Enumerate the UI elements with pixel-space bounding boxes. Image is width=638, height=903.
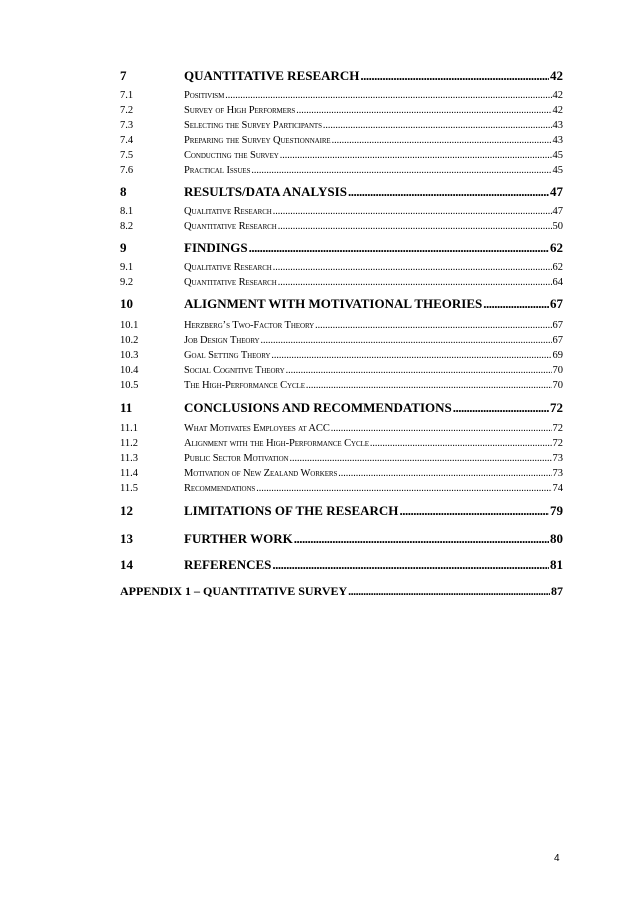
toc-page: 73 <box>552 468 563 479</box>
toc-leader <box>273 206 552 217</box>
toc-number: 11.2 <box>120 438 138 449</box>
toc-number: 11 <box>120 400 133 415</box>
toc-title: Herzberg’s Two-Factor Theory <box>184 320 315 331</box>
toc-section[interactable] <box>120 365 563 378</box>
toc-page: 70 <box>552 365 563 376</box>
toc-chapter[interactable] <box>120 240 563 256</box>
toc-title: Motivation of New Zealand Workers <box>184 468 338 479</box>
toc-section[interactable] <box>120 380 563 393</box>
toc-number: 10 <box>120 296 133 311</box>
toc-leader <box>453 400 549 416</box>
toc-title: Qualitative Research <box>184 206 272 217</box>
toc-leader <box>251 165 551 176</box>
toc-leader <box>370 438 552 449</box>
toc-title: APPENDIX 1 – QUANTITATIVE SURVEY <box>120 584 348 598</box>
toc-page: 81 <box>550 557 563 572</box>
toc-leader <box>261 335 552 346</box>
toc-section[interactable] <box>120 120 563 133</box>
toc-appendix[interactable] <box>120 584 563 600</box>
toc-number: 11.5 <box>120 483 138 494</box>
toc-leader <box>323 120 552 131</box>
toc-title: FURTHER WORK <box>184 531 293 546</box>
toc-leader <box>360 68 549 84</box>
toc-section[interactable] <box>120 277 563 290</box>
toc-title: The High-Performance Cycle <box>184 380 305 391</box>
toc-number: 14 <box>120 557 133 572</box>
toc-section[interactable] <box>120 350 563 363</box>
toc-page: 50 <box>552 221 563 232</box>
toc-page: 62 <box>552 262 563 273</box>
toc-title: Quantitative Research <box>184 221 277 232</box>
toc-page: 43 <box>552 135 563 146</box>
toc-leader <box>306 380 552 391</box>
toc-number: 7.6 <box>120 165 134 176</box>
toc-page: 70 <box>552 380 563 391</box>
toc-page: 69 <box>552 350 563 361</box>
toc-page: 80 <box>550 531 563 546</box>
toc-number: 11.3 <box>120 453 138 464</box>
toc-leader <box>278 277 552 288</box>
toc-chapter[interactable] <box>120 531 563 547</box>
toc-number: 9 <box>120 240 127 255</box>
toc-page: 42 <box>552 105 563 116</box>
toc-number: 10.2 <box>120 335 139 346</box>
toc-leader <box>290 453 552 464</box>
toc-section[interactable] <box>120 438 563 451</box>
toc-leader <box>296 105 551 116</box>
toc-page: 67 <box>552 335 563 346</box>
toc-leader <box>315 320 551 331</box>
toc-page: 74 <box>552 483 563 494</box>
toc-page: 72 <box>552 423 563 434</box>
toc-number: 10.4 <box>120 365 139 376</box>
toc-leader <box>272 557 549 573</box>
toc-title: Selecting the Survey Participants <box>184 120 322 131</box>
toc-title: Alignment with the High-Performance Cycle <box>184 438 369 449</box>
toc-page: 64 <box>552 277 563 288</box>
toc-title: Public Sector Motivation <box>184 453 289 464</box>
toc-leader <box>483 296 549 312</box>
toc-section[interactable] <box>120 262 563 275</box>
toc-section[interactable] <box>120 453 563 466</box>
toc-number: 8.1 <box>120 206 134 217</box>
toc-section[interactable] <box>120 483 563 496</box>
toc-page: 67 <box>550 296 563 311</box>
toc-page: 45 <box>552 165 563 176</box>
toc-number: 10.1 <box>120 320 139 331</box>
toc-section[interactable] <box>120 335 563 348</box>
toc-leader <box>278 221 552 232</box>
toc-chapter[interactable] <box>120 400 563 416</box>
toc-leader <box>256 483 551 494</box>
toc-page: 87 <box>551 584 563 598</box>
toc-page: 42 <box>552 90 563 101</box>
toc-title: RESULTS/DATA ANALYSIS <box>184 184 347 199</box>
toc-number: 13 <box>120 531 133 546</box>
toc-number: 8.2 <box>120 221 134 232</box>
toc-title: Conducting the Survey <box>184 150 279 161</box>
toc-title: What Motivates Employees at ACC <box>184 423 330 434</box>
toc-chapter[interactable] <box>120 296 563 312</box>
toc-number: 10.5 <box>120 380 139 391</box>
toc-page: 79 <box>550 503 563 518</box>
toc-leader <box>273 262 552 273</box>
toc-title: Recommendations <box>184 483 256 494</box>
toc-section[interactable] <box>120 135 563 148</box>
toc-section[interactable] <box>120 468 563 481</box>
toc-page: 47 <box>550 184 563 199</box>
toc-leader <box>294 531 549 547</box>
toc-number: 9.2 <box>120 277 134 288</box>
toc-number: 7.1 <box>120 90 134 101</box>
toc-number: 7.5 <box>120 150 134 161</box>
toc-leader <box>332 135 552 146</box>
toc-title: Social Cognitive Theory <box>184 365 285 376</box>
toc-number: 7 <box>120 68 127 83</box>
toc-page: 42 <box>550 68 563 83</box>
toc-leader <box>225 90 551 101</box>
toc-section[interactable] <box>120 150 563 163</box>
toc-section[interactable] <box>120 165 563 178</box>
toc-page: 62 <box>550 240 563 255</box>
toc-leader <box>338 468 551 479</box>
toc-title: LIMITATIONS OF THE RESEARCH <box>184 503 399 518</box>
toc-number: 7.2 <box>120 105 134 116</box>
toc-number: 9.1 <box>120 262 134 273</box>
toc-number: 7.4 <box>120 135 134 146</box>
toc-leader <box>399 503 549 519</box>
toc-leader <box>331 423 552 434</box>
page-number: 4 <box>554 853 560 864</box>
toc-leader <box>280 150 552 161</box>
toc-title: Practical Issues <box>184 165 251 176</box>
toc-section[interactable] <box>120 320 563 333</box>
toc-title: CONCLUSIONS AND RECOMMENDATIONS <box>184 400 452 415</box>
toc-title: QUANTITATIVE RESEARCH <box>184 68 360 83</box>
toc-leader <box>348 584 550 599</box>
toc-chapter[interactable] <box>120 68 563 84</box>
toc-chapter[interactable] <box>120 557 563 573</box>
toc-section[interactable] <box>120 90 563 103</box>
toc-title: Job Design Theory <box>184 335 260 346</box>
toc-number: 10.3 <box>120 350 139 361</box>
toc-page: 73 <box>552 453 563 464</box>
toc-title: ALIGNMENT WITH MOTIVATIONAL THEORIES <box>184 296 483 311</box>
toc-page: 72 <box>552 438 563 449</box>
toc-number: 7.3 <box>120 120 134 131</box>
toc-title: Preparing the Survey Questionnaire <box>184 135 331 146</box>
toc-number: 8 <box>120 184 127 199</box>
toc-page: 43 <box>552 120 563 131</box>
toc-leader <box>348 184 549 200</box>
toc-leader <box>271 350 551 361</box>
toc-leader <box>286 365 552 376</box>
toc-section[interactable] <box>120 105 563 118</box>
toc-title: REFERENCES <box>184 557 272 572</box>
toc-chapter[interactable] <box>120 184 563 200</box>
toc-chapter[interactable] <box>120 503 563 519</box>
toc-title: Goal Setting Theory <box>184 350 271 361</box>
toc-leader <box>249 240 549 256</box>
toc-number: 11.4 <box>120 468 138 479</box>
toc-page: 72 <box>550 400 563 415</box>
toc-page: 45 <box>552 150 563 161</box>
toc-page: 67 <box>552 320 563 331</box>
toc-title: FINDINGS <box>184 240 248 255</box>
toc-number: 11.1 <box>120 423 138 434</box>
toc-title: Quantitative Research <box>184 277 277 288</box>
toc-page: 47 <box>552 206 563 217</box>
toc-number: 12 <box>120 503 133 518</box>
toc-section[interactable] <box>120 423 563 436</box>
toc-title: Survey of High Performers <box>184 105 296 116</box>
toc-section[interactable] <box>120 221 563 234</box>
toc-title: Positivism <box>184 90 225 101</box>
toc-title: Qualitative Research <box>184 262 272 273</box>
toc-section[interactable] <box>120 206 563 219</box>
